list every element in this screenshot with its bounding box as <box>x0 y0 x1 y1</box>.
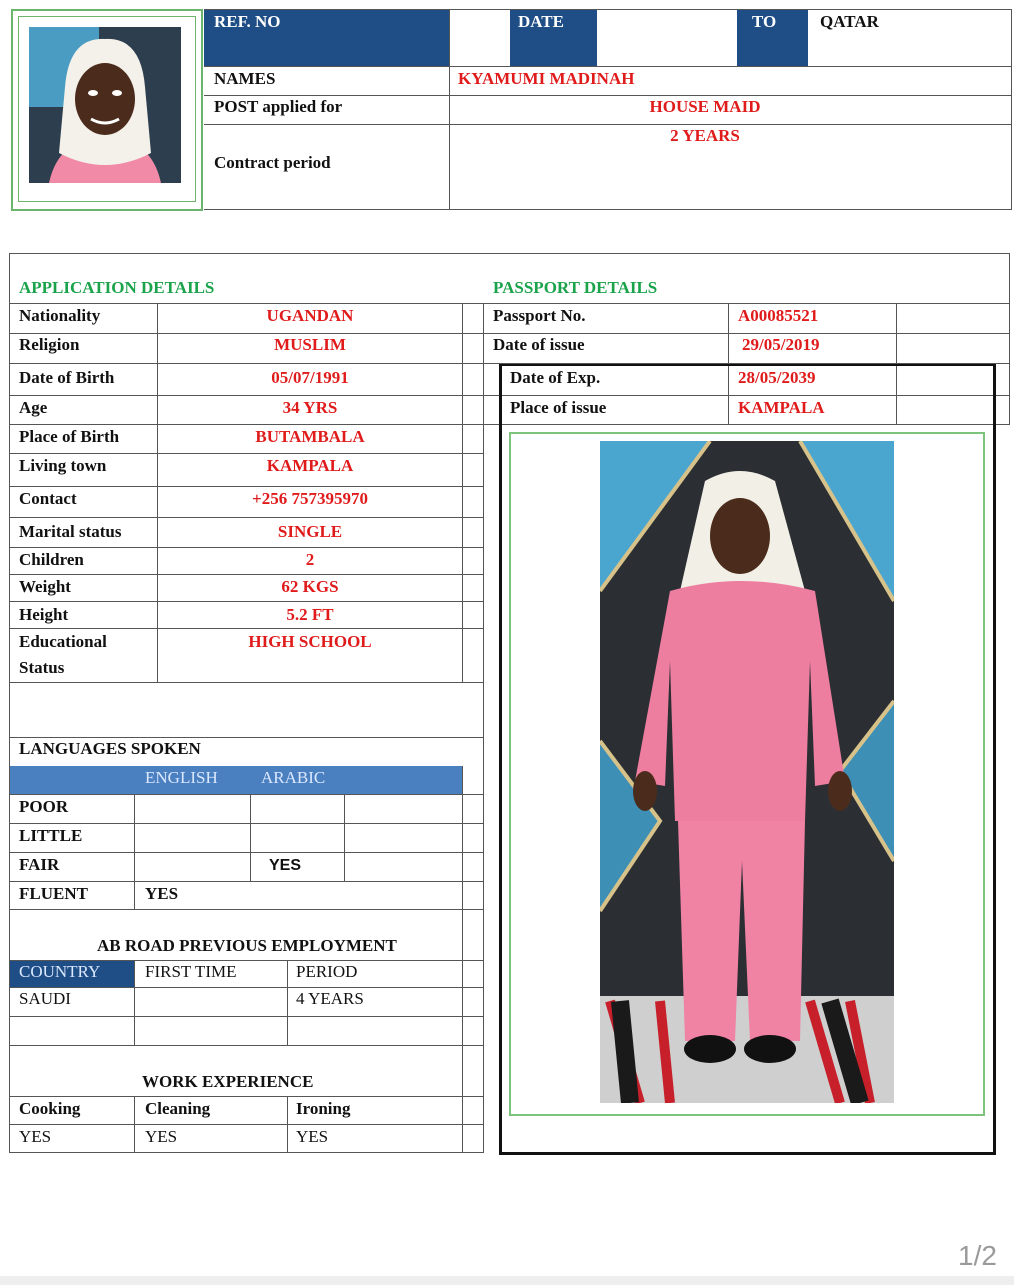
work-ironing-value: YES <box>296 1127 329 1146</box>
employment-title: AB ROAD PREVIOUS EMPLOYMENT <box>97 936 397 955</box>
marital-status-value: SINGLE <box>277 522 343 541</box>
children-value: 2 <box>305 550 315 569</box>
work-col-cleaning: Cleaning <box>145 1099 211 1118</box>
application-details-title: APPLICATION DETAILS <box>19 278 215 297</box>
lang-col-arabic: ARABIC <box>261 768 326 787</box>
religion-label: Religion <box>19 335 80 354</box>
lang-col-english: ENGLISH <box>145 768 218 787</box>
names-value: KYAMUMI MADINAH <box>458 69 635 88</box>
employment-country-value: SAUDI <box>19 989 71 1008</box>
languages-header-row <box>10 766 462 794</box>
names-label: NAMES <box>214 69 276 88</box>
children-label: Children <box>19 550 84 569</box>
ref-no-label: REF. NO <box>214 12 281 31</box>
age-value: 34 YRS <box>282 398 338 417</box>
lang-fluent-english: YES <box>145 884 179 903</box>
date-of-exp-value: 28/05/2039 <box>738 368 816 387</box>
education-status-label: Status <box>19 658 65 677</box>
living-town-value: KAMPALA <box>266 456 354 475</box>
work-title: WORK EXPERIENCE <box>142 1072 314 1091</box>
height-value: 5.2 FT <box>286 605 334 624</box>
employment-col-first-time: FIRST TIME <box>145 962 237 981</box>
work-col-ironing: Ironing <box>296 1099 351 1118</box>
contract-label: Contract period <box>214 153 331 172</box>
education-value: HIGH SCHOOL <box>248 632 372 651</box>
lang-row-fair: FAIR <box>19 855 60 874</box>
weight-label: Weight <box>19 577 71 596</box>
employment-col-country: COUNTRY <box>19 962 101 981</box>
post-value: HOUSE MAID <box>649 97 761 116</box>
contact-value: +256 757395970 <box>252 489 368 508</box>
contact-label: Contact <box>19 489 77 508</box>
place-of-issue-value: KAMPALA <box>738 398 825 417</box>
date-label: DATE <box>518 12 564 31</box>
work-cooking-value: YES <box>19 1127 52 1146</box>
bottom-bar <box>0 1276 1014 1285</box>
contract-value: 2 YEARS <box>670 126 740 145</box>
place-of-birth-value: BUTAMBALA <box>255 427 365 446</box>
date-of-issue-value: 29/05/2019 <box>742 335 820 354</box>
to-label: TO <box>752 12 777 31</box>
lang-row-fluent: FLUENT <box>19 884 88 903</box>
to-value: QATAR <box>820 12 879 31</box>
page-indicator: 1/2 <box>958 1240 997 1271</box>
employment-period-value: 4 YEARS <box>296 989 364 1008</box>
passport-details-title: PASSPORT DETAILS <box>493 278 658 297</box>
date-of-exp-label: Date of Exp. <box>510 368 601 387</box>
languages-title: LANGUAGES SPOKEN <box>19 739 201 758</box>
passport-no-value: A00085521 <box>738 306 819 325</box>
lang-row-little: LITTLE <box>19 826 83 845</box>
weight-value: 62 KGS <box>281 577 339 596</box>
age-label: Age <box>19 398 48 417</box>
place-of-birth-label: Place of Birth <box>19 427 120 446</box>
living-town-label: Living town <box>19 456 107 475</box>
date-of-issue-label: Date of issue <box>493 335 585 354</box>
dob-label: Date of Birth <box>19 368 115 387</box>
nationality-label: Nationality <box>19 306 101 325</box>
education-label: Educational <box>19 632 107 651</box>
marital-status-label: Marital status <box>19 522 122 541</box>
lang-row-poor: POOR <box>19 797 69 816</box>
place-of-issue-label: Place of issue <box>510 398 607 417</box>
dob-value: 05/07/1991 <box>271 368 349 387</box>
work-col-cooking: Cooking <box>19 1099 81 1118</box>
work-cleaning-value: YES <box>145 1127 178 1146</box>
employment-col-period: PERIOD <box>296 962 358 981</box>
full-body-photo <box>600 441 894 1103</box>
religion-value: MUSLIM <box>274 335 346 354</box>
portrait-photo <box>29 27 181 183</box>
lang-fair-arabic: YES <box>269 857 302 874</box>
post-label: POST applied for <box>214 97 343 116</box>
nationality-value: UGANDAN <box>266 306 354 325</box>
height-label: Height <box>19 605 69 624</box>
passport-no-label: Passport No. <box>493 306 586 325</box>
